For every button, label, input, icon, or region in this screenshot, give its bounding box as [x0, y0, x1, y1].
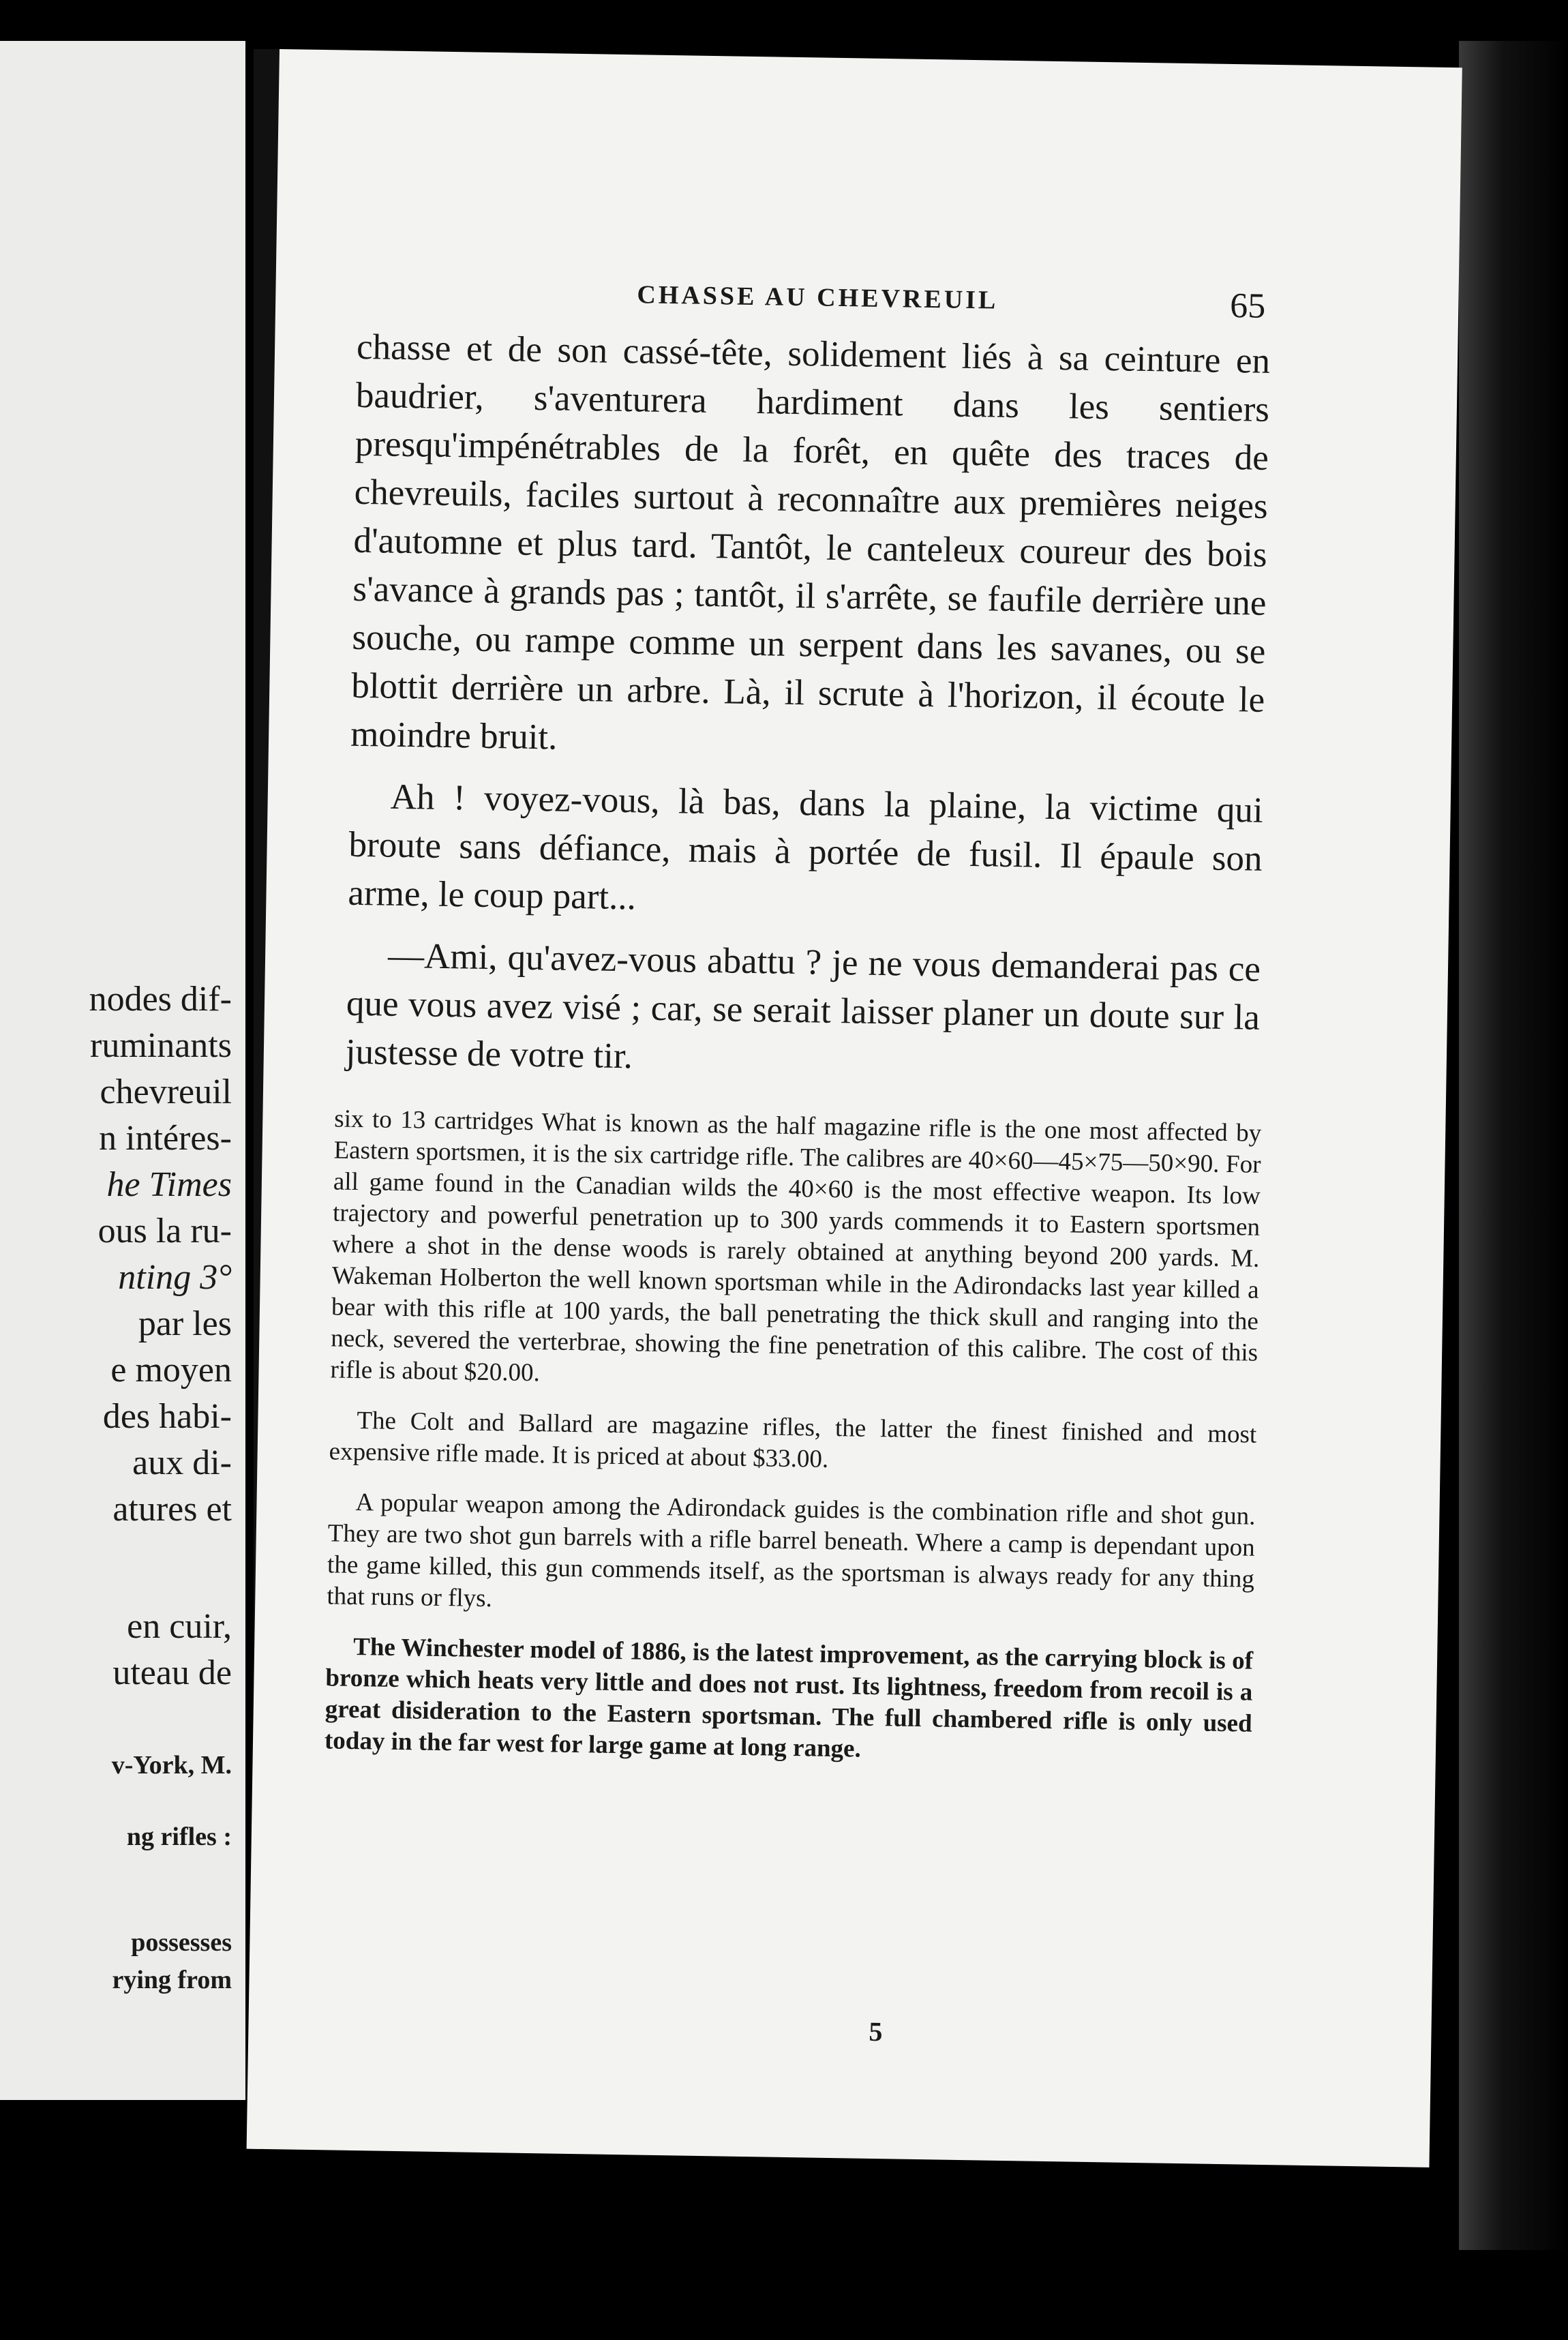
left-line: nodes dif- — [89, 980, 232, 1019]
left-line: atures et — [112, 1490, 232, 1529]
left-line: aux di- — [132, 1443, 232, 1482]
paragraph: chasse et de son cassé-tête, solidement liés à sa ceinture en baudrier, s'aventurera hardiment dans les sentiers presqu'impénétrables de la forêt, en quête des traces de chevreuils, faciles surtout à reconnaître aux premières neiges d'automne et plus tard. Tantôt, le canteleux coureur des bois s'avance à grands pas ; tantôt, il s'arrête, se faufile derrière une souche, ou rampe comme un serpent dans les savanes, ou se blottit derrière un arbre. Là, il scrute à l'horizon, il écoute le moindre bruit. — [350, 327, 1271, 758]
running-title: CHASSE AU CHEVREUIL — [637, 280, 999, 315]
note-paragraph: six to 13 cartridges What is known as the half magazine rifle is the one most affected by Eastern sportsmen, it is the six cartridge rifle. The calibres are 40×60—45×75—50×90. For all game found in the Canadian wilds the 40×60 is the most effective weapon. Its low trajectory and powerful penetration up to 300 yards commends it to Eastern sportsmen where a shot in the dense woods is rarely obtained at anything beyond 200 yards. M. Wakeman Holberton the well known sportsman while in the Adirondacks last year killed a bear with this rifle at 100 yards, the ball penetrating the thick skull and ranging into the neck, severed the verterbrae, showing the fine penetration of this calibre. The cost of this rifle is about $20.00. — [330, 1105, 1262, 1388]
left-line: n intéres- — [99, 1119, 232, 1158]
left-line: v-York, M. — [111, 1751, 232, 1780]
left-line: possesses — [131, 1928, 232, 1957]
left-line: par les — [138, 1304, 232, 1343]
footnote-text — [324, 1103, 1261, 1790]
left-line: uteau de — [112, 1653, 232, 1692]
paragraph: Ah ! voyez-vous, là bas, dans la plaine, la victime qui broute sans défiance, mais à portée de fusil. Il épaule son arme, le coup part... — [348, 777, 1264, 918]
left-line: rying from — [112, 1966, 232, 1994]
page-edge-shadow — [1459, 41, 1568, 2250]
left-line: ruminants — [90, 1026, 232, 1065]
note-paragraph: The Colt and Ballard are magazine rifles, the latter the finest finished and most expensive rifle made. It is priced at about $33.00. — [329, 1407, 1257, 1473]
left-line: des habi- — [102, 1397, 232, 1436]
left-line: ng rifles : — [126, 1822, 232, 1851]
left-line: e moyen — [110, 1351, 232, 1390]
note-paragraph: A popular weapon among the Adirondack guides is the combination rifle and shot gun. They are two shot gun barrels with a rifle barrel beneath. Where a camp is dependant upon the game killed, this gun commends itself, as the sportsman is always ready for any thing that runs or flys. — [327, 1488, 1256, 1613]
main-body-text — [345, 323, 1271, 1105]
note-paragraph: The Winchester model of 1886, is the latest improvement, as the carrying block is of bronze which heats very little and does not rust. Its lightness, freedom from recoil is a great disideration to the Eastern sportsman. The full chambered rifle is only used today in the far west for large game at long range. — [324, 1632, 1254, 1763]
left-line: he Times — [106, 1165, 232, 1204]
paragraph: —Ami, qu'avez-vous abattu ? je ne vous demanderai pas ce que vous avez visé ; car, se serait laisser planer un doute sur la justesse de votre tir. — [345, 935, 1261, 1077]
left-line: ous la ru- — [97, 1212, 232, 1250]
left-line: en cuir, — [127, 1607, 232, 1646]
signature-mark: 5 — [869, 2015, 883, 2047]
book-page — [247, 49, 1462, 2168]
left-page-fragment — [0, 41, 245, 2100]
page-number: 65 — [1229, 286, 1266, 326]
left-line: chevreuil — [100, 1072, 232, 1111]
left-line: nting 3° — [118, 1258, 232, 1297]
